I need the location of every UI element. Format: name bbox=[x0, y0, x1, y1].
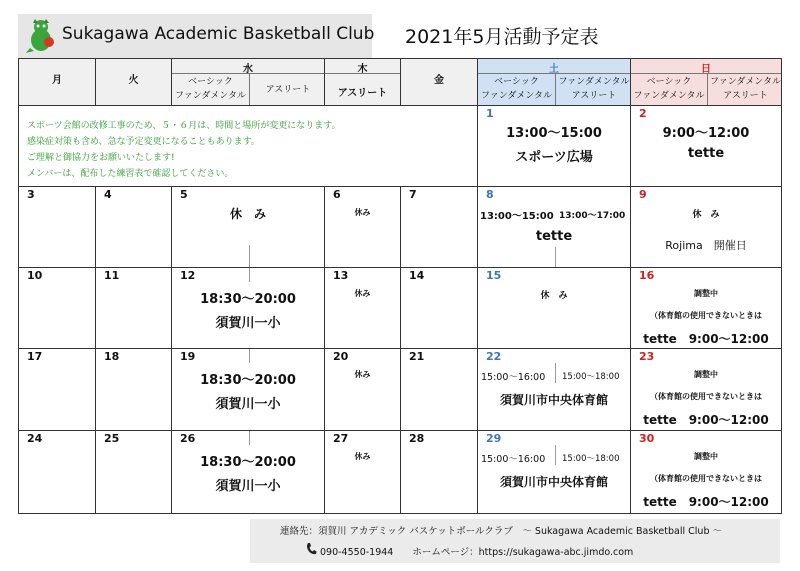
day-cell-22: 22 15:00～16:00 15:00～18:00 須賀川市中央体育館 bbox=[477, 348, 631, 431]
sat-athlete: アスリート bbox=[571, 91, 617, 101]
day-header-thu: 木 アスリート bbox=[324, 58, 401, 106]
day-cell-12: 12 18:30～20:00 須賀川一小 bbox=[171, 267, 325, 349]
day-cell-8: 8 13:00～15:00 13:00～17:00 tette bbox=[477, 186, 631, 268]
day-cell-10: 10 bbox=[18, 267, 96, 349]
footer-phone-homepage: 090-4550-1944 ホームページ：https://sukagawa-abc.jimdo.com bbox=[320, 547, 634, 558]
day-header-sun: 日 ベーシック ファンダメンタル ファンダメンタル アスリート bbox=[630, 58, 782, 106]
dragon-logo-icon bbox=[24, 18, 58, 54]
sat-basic-fundamental: ベーシック ファンダメンタル bbox=[480, 77, 553, 101]
sat-fundamental: ファンダメンタル bbox=[558, 77, 630, 87]
day-cell-23: 23 調整中 （体育館の使用できないときは tette 9:00～12:00 bbox=[630, 348, 782, 431]
page-title: 2021年5月活動予定表 bbox=[405, 26, 599, 48]
day-cell-5: 5 休 み bbox=[171, 186, 325, 268]
day-cell-19: 19 18:30～20:00 須賀川一小 bbox=[171, 348, 325, 431]
day-cell-29: 29 15:00～16:00 15:00～18:00 須賀川市中央体育館 bbox=[477, 430, 631, 514]
thu-athlete: アスリート bbox=[337, 88, 388, 99]
day-cell-26: 26 18:30～20:00 須賀川一小 bbox=[171, 430, 325, 514]
day-cell-21: 21 bbox=[400, 348, 478, 431]
day-cell-17: 17 bbox=[18, 348, 96, 431]
day-cell-2: 2 9:00～12:00 tette bbox=[630, 105, 782, 187]
day-header-tue: 火 bbox=[95, 58, 172, 106]
day-cell-20: 20 休み bbox=[324, 348, 401, 431]
notice-text: スポーツ会館の改修工事のため、５・６月は、時間と場所が変更になります。 感染症対策も含め、急な予定変更になることもあります。 ご理解と御協力をお願いいたします! メンバーは、配布した練習表で確認してください。 bbox=[27, 121, 341, 179]
day-cell-28: 28 bbox=[400, 430, 478, 514]
day-cell-25: 25 bbox=[95, 430, 172, 514]
day-cell-16: 16 調整中 （体育館の使用できないときは tette 9:00～12:00 bbox=[630, 267, 782, 349]
wed-athlete: アスリート bbox=[265, 85, 311, 95]
day-cell-11: 11 bbox=[95, 267, 172, 349]
day-cell-9: 9 休 み Rojima 開催日 bbox=[630, 186, 782, 268]
day-cell-1: 1 13:00～15:00 スポーツ広場 bbox=[477, 105, 631, 187]
club-name: Sukagawa Academic Basketball Club bbox=[62, 24, 375, 44]
notice-box bbox=[18, 105, 478, 187]
phone-icon bbox=[305, 542, 317, 556]
sun-fundamental: ファンダメンタル bbox=[709, 77, 782, 87]
day-header-sat: 土 ベーシック ファンダメンタル ファンダメンタル アスリート bbox=[477, 58, 631, 106]
day-cell-13: 13 休み bbox=[324, 267, 401, 349]
day-header-fri: 金 bbox=[400, 58, 478, 106]
day-header-mon: 月 bbox=[18, 58, 96, 106]
day-cell-6: 6 休み bbox=[324, 186, 401, 268]
sun-basic-fundamental: ベーシック ファンダメンタル bbox=[633, 77, 705, 101]
day-cell-24: 24 bbox=[18, 430, 96, 514]
wed-basic-fundamental: ベーシック ファンダメンタル bbox=[174, 77, 247, 101]
sun-athlete: アスリート bbox=[723, 91, 768, 101]
footer-contact: 連絡先：須賀川 アカデミック バスケットボールクラブ ～ Sukagawa Academic Basketball Club ～ bbox=[280, 526, 722, 537]
day-cell-15: 15 休 み bbox=[477, 267, 631, 349]
calendar-table bbox=[18, 58, 782, 514]
day-cell-4: 4 bbox=[95, 186, 172, 268]
day-cell-18: 18 bbox=[95, 348, 172, 431]
day-cell-7: 7 bbox=[400, 186, 478, 268]
day-cell-14: 14 bbox=[400, 267, 478, 349]
day-cell-30: 30 調整中 （体育館の使用できないときは tette 9:00～12:00 bbox=[630, 430, 782, 514]
day-header-wed: 水 ベーシック ファンダメンタル アスリート bbox=[171, 58, 325, 106]
day-cell-27: 27 休み bbox=[324, 430, 401, 514]
day-cell-3: 3 bbox=[18, 186, 96, 268]
